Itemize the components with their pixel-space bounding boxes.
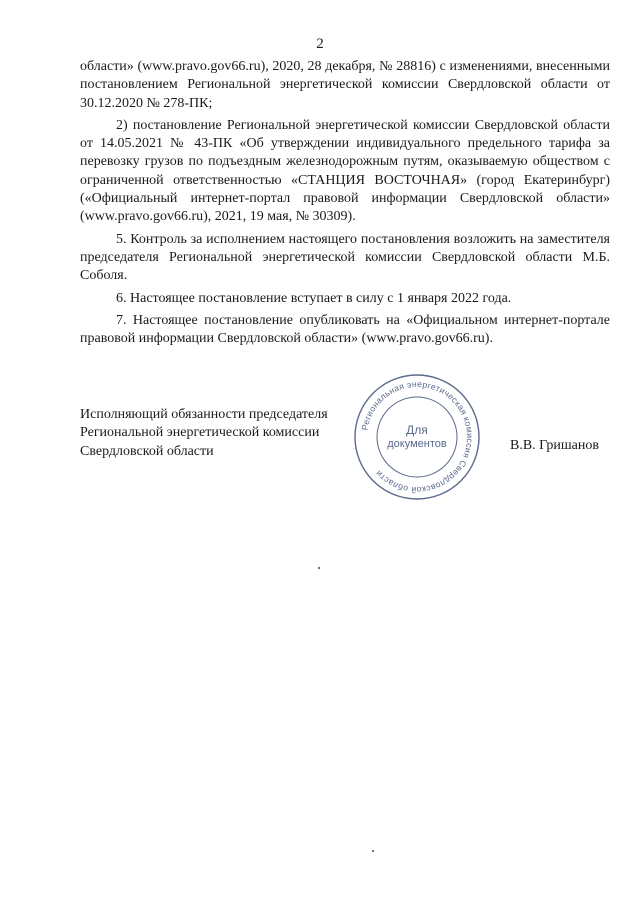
signature-position-line: Региональной энергетической комиссии bbox=[80, 425, 320, 441]
stamp-center-line1: Для bbox=[406, 423, 428, 437]
signature-position-line: Исполняющий обязанности председателя bbox=[80, 407, 328, 422]
paragraph-continuation: области» (www.pravo.gov66.ru), 2020, 28 декабря, № 28816) с изменениями, внесенными постановлением Региональной энергетической комиссии Свердловской области от 30.12.2020 № 278-ПК; bbox=[80, 59, 610, 111]
stamp-ring-textpath: Региональная энергетическая комиссия Свердловской области bbox=[359, 378, 476, 496]
paragraph-item-2: 2) постановление Региональной энергетической комиссии Свердловской области от 14.05.2021 № 43-ПК «Об утверждении индивидуального предельного тарифа за перевозку грузов по подъездным железнодорожным путям, оказываемую обществом с ограниченной ответственностью «СТАНЦИЯ ВОСТОЧНАЯ» (город Екатеринбург) («Официальный интернет-портал правовой информации Свердловской области» (www.pravo.gov66.ru), 2021, 19 мая, № 30309). bbox=[80, 117, 610, 225]
scan-speck bbox=[372, 850, 374, 852]
signature-position-line: Свердловской области bbox=[80, 443, 214, 459]
page-number: 2 bbox=[316, 36, 324, 52]
signature-position bbox=[80, 406, 370, 461]
stamp-center-line2: документов bbox=[387, 438, 447, 450]
scan-speck bbox=[318, 567, 320, 569]
document-body bbox=[80, 58, 610, 352]
paragraph-item-5: 5. Контроль за исполнением настоящего постановления возложить на заместителя председателя Региональной энергетической комиссии Свердловской области М.Б. Соболя. bbox=[80, 231, 610, 284]
stamp-outer-ring bbox=[355, 375, 479, 499]
paragraph-item-6: 6. Настоящее постановление вступает в силу с 1 января 2022 года. bbox=[116, 290, 512, 306]
stamp-inner-ring bbox=[377, 397, 457, 477]
signatory-name: В.В. Гришанов bbox=[510, 438, 599, 453]
paragraph-item-7: 7. Настоящее постановление опубликовать на «Официальном интернет-портале правовой информации Свердловской области» (www.pravo.gov66.ru). bbox=[80, 312, 610, 347]
official-stamp bbox=[352, 372, 482, 502]
